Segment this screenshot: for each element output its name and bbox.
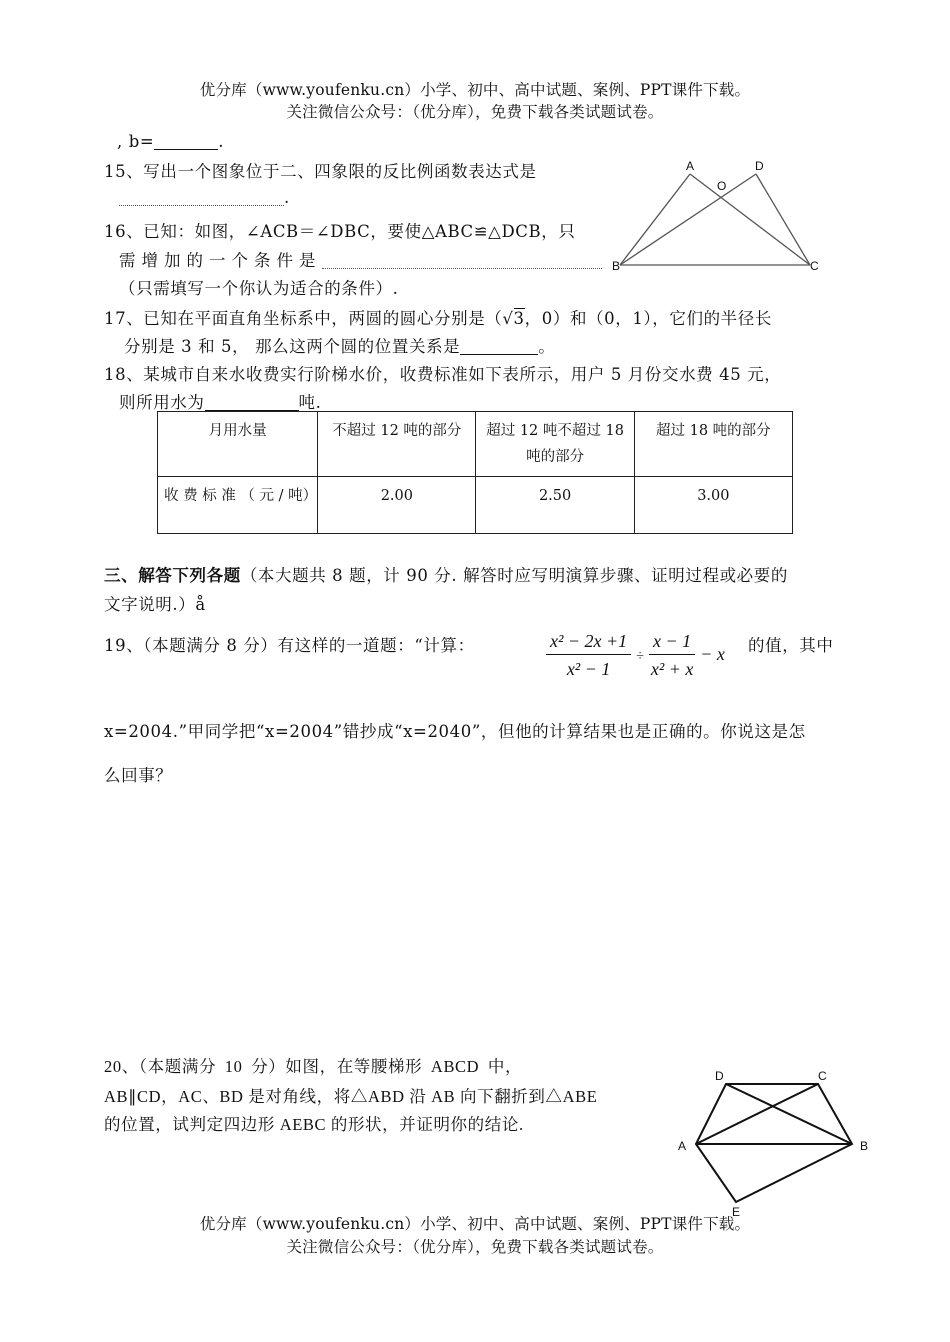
q20-figure xyxy=(670,1066,890,1216)
fee-table xyxy=(157,411,793,534)
q15-line2: . xyxy=(119,188,290,207)
q17-line2: 分别是 3 和 5， 那么这两个圆的位置关系是 。 xyxy=(124,337,556,356)
fee-value-cell: 2.00 xyxy=(318,477,476,534)
label-a: A xyxy=(686,159,695,173)
q18-line2: 则所用水为 吨. xyxy=(119,393,322,412)
fee-header-cell: 超过 12 吨不超过 18 吨的部分 xyxy=(476,412,634,477)
fee-value-cell: 3.00 xyxy=(634,477,792,534)
q16-line2: 需增加的一个条件是 xyxy=(119,247,602,271)
fee-header-cell: 不超过 12 吨的部分 xyxy=(318,412,476,477)
q16-figure xyxy=(600,156,840,281)
q20-line1: 20、（本题满分 10 分）如图，在等腰梯形 ABCD 中， xyxy=(104,1057,523,1076)
fraction-2: $\frac{x - 1}{\text{x² + x}}$ xyxy=(649,628,695,683)
label-a: A xyxy=(678,1139,687,1153)
q16-line3: （只需填写一个你认为适合的条件）. xyxy=(119,279,399,298)
q17-line1: 17、已知在平面直角坐标系中，两圆的圆心分别是（√3，0）和（0，1），它们的半径长 xyxy=(104,309,772,328)
footer-line-2: 关注微信公众号：（优分库），免费下载各类试题试卷。 xyxy=(286,1238,664,1256)
line-bd xyxy=(620,174,756,265)
section3-line1: 三、解答下列各题（本大题共 8 题，计 90 分. 解答时应写明演算步骤、证明过程或必要的 xyxy=(104,566,788,585)
label-c: C xyxy=(818,1069,827,1083)
header-line-2: 关注微信公众号：（优分库），免费下载各类试题试卷。 xyxy=(286,103,664,121)
label-o: O xyxy=(717,179,727,193)
sqrt-symbol: √ xyxy=(502,309,514,328)
line-ac xyxy=(696,1084,818,1144)
fee-header-cell: 超过 18 吨的部分 xyxy=(634,412,792,477)
fee-value-cell: 2.50 xyxy=(476,477,634,534)
q18-line1: 18、某城市自来水收费实行阶梯水价，收费标准如下表所示，用户 5 月份交水费 45 元， xyxy=(104,365,782,384)
q20-line2: AB∥CD，AC、BD 是对角线，将△ABD 沿 AB 向下翻折到△ABE xyxy=(104,1087,598,1106)
footer-line-1: 优分库（www.youfenku.cn）小学、初中、高中试题、案例、PPT课件下载。 xyxy=(199,1215,751,1233)
label-c: C xyxy=(810,259,819,273)
q16-line1: 16、已知：如图，∠ACB＝∠DBC，要使△ABC≌△DCB，只 xyxy=(104,222,576,241)
label-d: D xyxy=(715,1069,724,1083)
q19-intro: 19、（本题满分 8 分）有这样的一道题：“计算： xyxy=(104,636,475,655)
label-b: B xyxy=(860,1139,869,1153)
line-ba xyxy=(620,174,690,265)
q19-after: 的值，其中 xyxy=(748,636,834,655)
line-cd xyxy=(756,174,810,265)
label-e: E xyxy=(732,1205,741,1216)
q19-line2: x=2004.”甲同学把“x=2004”错抄成“x=2040”，但他的计算结果也是正确的。你说这是怎 xyxy=(104,722,806,741)
q14-tail: , b= . xyxy=(117,132,225,151)
q20-line3: 的位置，试判定四边形 AEBC 的形状，并证明你的结论. xyxy=(104,1115,524,1134)
fee-row-label: 收 费 标 准 （ 元 / 吨） xyxy=(158,477,318,534)
fraction-1: $\frac{\text{x² − 2x +1}}{\text{x² − 1}}$ xyxy=(546,628,631,683)
line-bd xyxy=(726,1084,852,1144)
section3-line2: 文字说明.）å xyxy=(104,595,206,614)
q19-line3: 么回事？ xyxy=(104,766,173,785)
label-d: D xyxy=(755,159,764,173)
q15-line1: 15、写出一个图象位于二、四象限的反比例函数表达式是 xyxy=(104,162,537,181)
line-ca xyxy=(690,174,810,265)
q19-expression: $\frac{\text{x² − 2x +1}}{\text{x² − 1}}$ ÷ $\frac{x - 1}{\text{x² + x}}$ − x xyxy=(546,628,725,683)
label-b: B xyxy=(612,259,621,273)
fee-header-cell: 月用水量 xyxy=(158,412,318,477)
header-line-1: 优分库（www.youfenku.cn）小学、初中、高中试题、案例、PPT课件下载。 xyxy=(199,81,751,99)
section3-title: 三、解答下列各题 xyxy=(104,566,241,585)
